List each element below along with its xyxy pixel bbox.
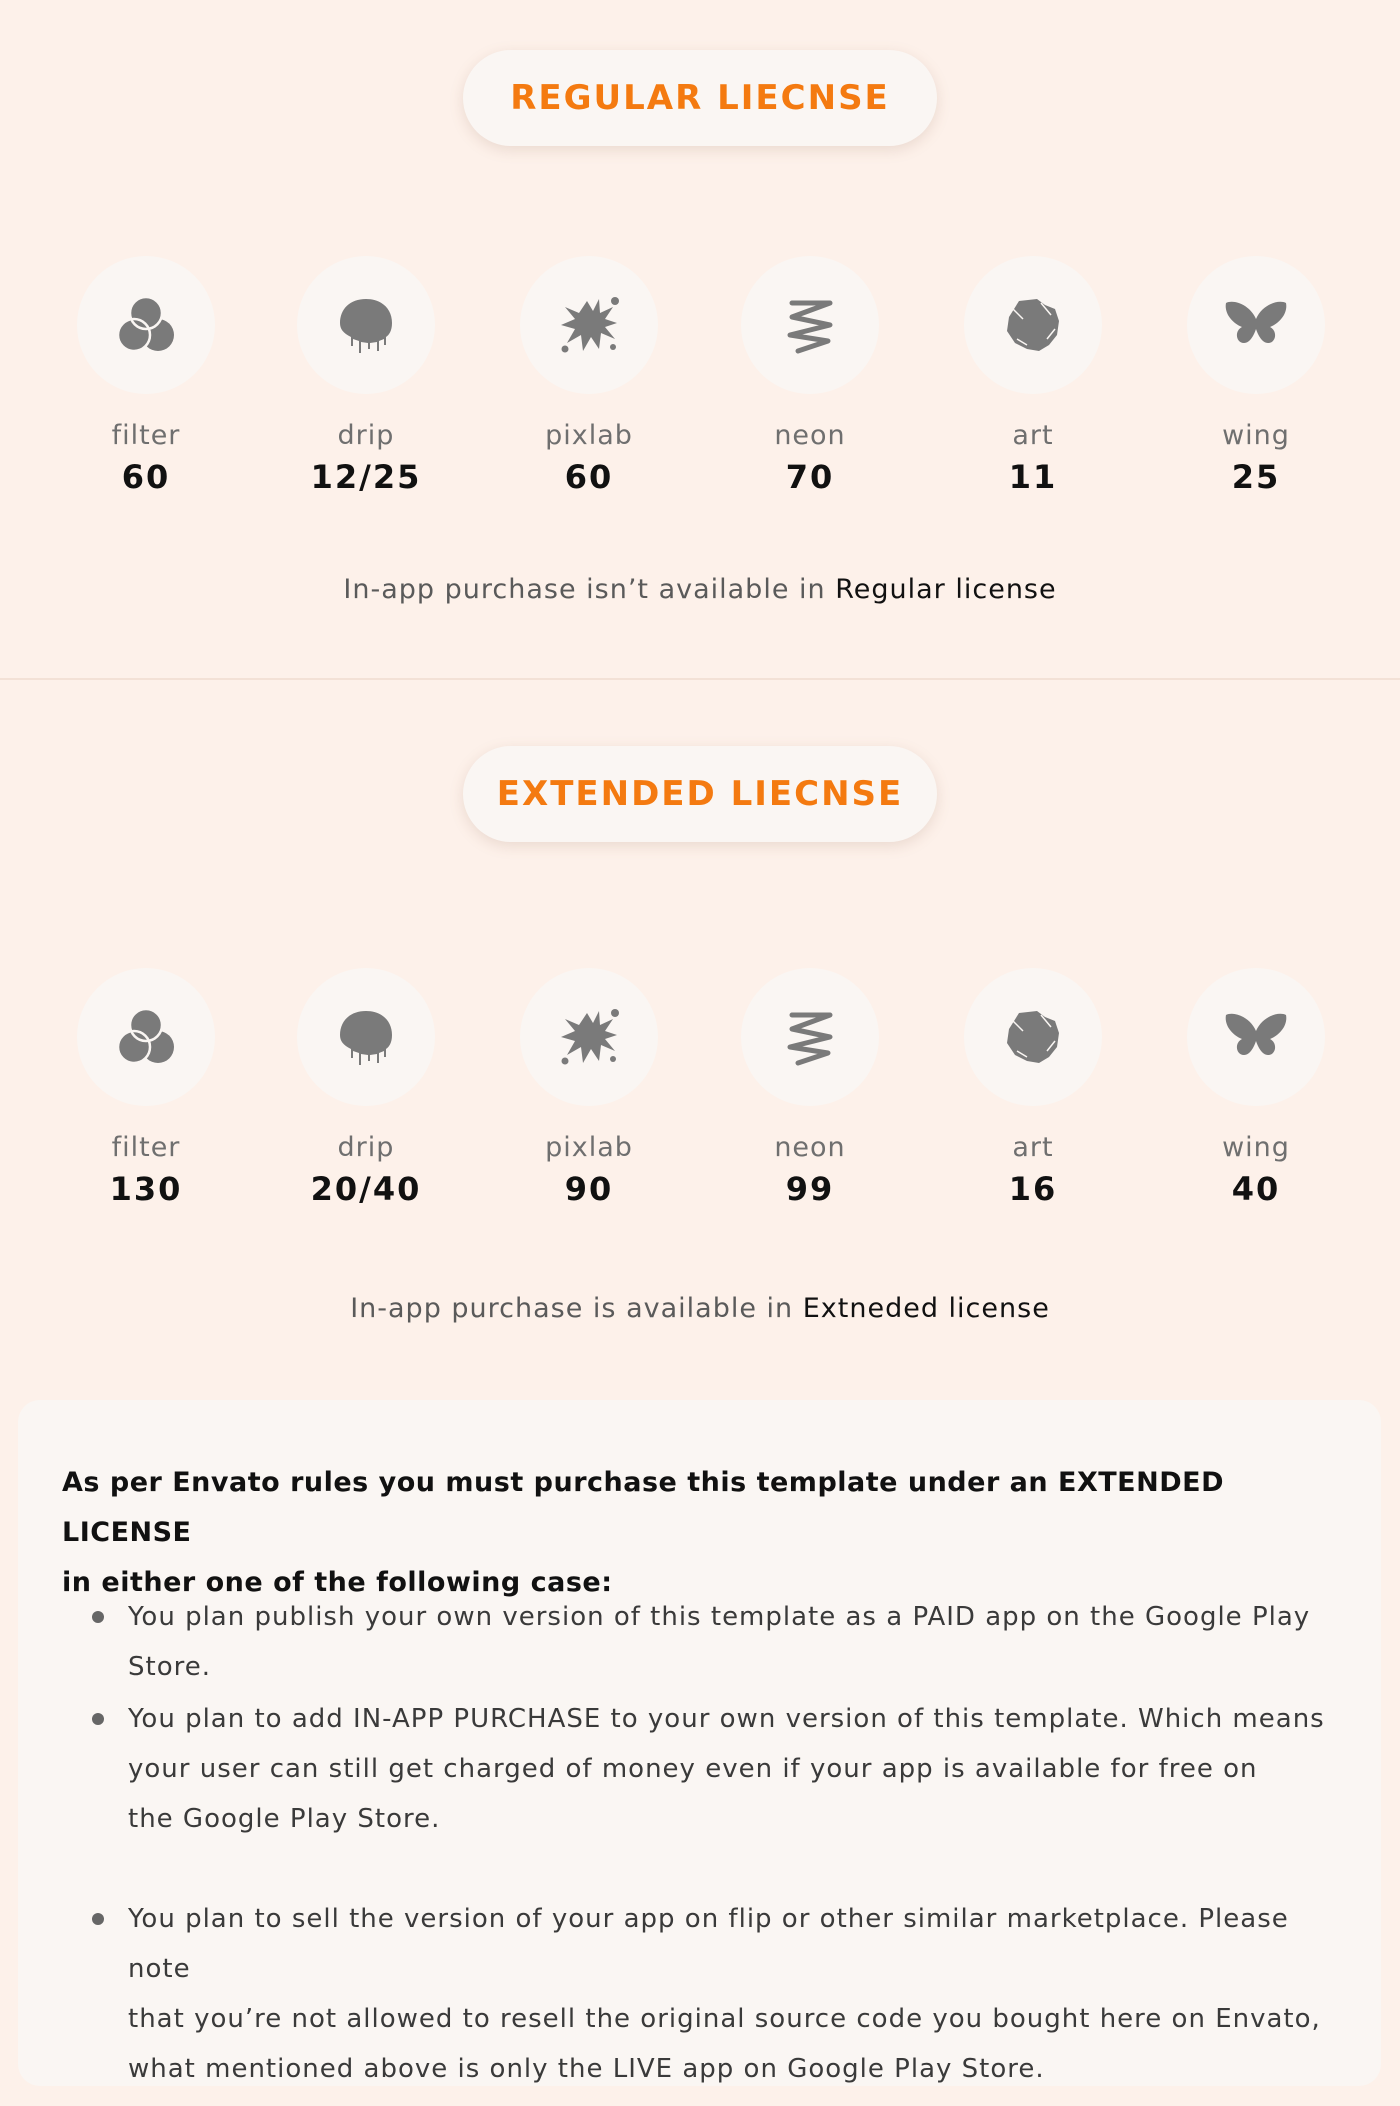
filter-icon: [77, 968, 215, 1106]
section-divider: [0, 678, 1400, 680]
rule-bullet: [62, 1694, 1352, 1844]
item-label: drip: [337, 1132, 395, 1163]
envato-rules-card: [18, 1400, 1381, 2086]
rule-text-line: your user can still get charged of money even if your app is available for free on: [128, 1754, 1258, 1784]
extended-feature-row: [0, 968, 1400, 1228]
extended-license-badge: [463, 746, 937, 842]
rule-text-line: You plan to add IN-APP PURCHASE to your own version of this template. Which means: [128, 1704, 1325, 1734]
regular-item-wing: [1156, 256, 1356, 496]
extended-item-pixlab: [489, 968, 689, 1208]
rule-text-line: the Google Play Store.: [128, 1804, 441, 1834]
item-label: pixlab: [545, 420, 633, 451]
item-value: 25: [1231, 458, 1281, 496]
item-value: 99: [785, 1170, 835, 1208]
extended-item-wing: [1156, 968, 1356, 1208]
extended-item-filter: [46, 968, 246, 1208]
regular-license-note: [0, 574, 1400, 605]
item-label: wing: [1222, 420, 1290, 451]
art-icon: [964, 256, 1102, 394]
rule-text-line: You plan publish your own version of this template as a PAID app on the Google Play Store.: [128, 1602, 1311, 1682]
bullet-dot: [92, 1713, 104, 1725]
rule-bullet: [62, 1592, 1352, 1692]
regular-item-pixlab: [489, 256, 689, 496]
wing-icon: [1187, 968, 1325, 1106]
item-value: 60: [564, 458, 614, 496]
item-label: wing: [1222, 1132, 1290, 1163]
item-label: drip: [337, 420, 395, 451]
rule-text-line: what mentioned above is only the LIVE app on Google Play Store.: [128, 2054, 1045, 2084]
note-emphasis: Regular license: [835, 574, 1057, 605]
rule-text-line: that you’re not allowed to resell the original source code you bought here on Envato,: [128, 2004, 1321, 2034]
item-label: filter: [111, 420, 181, 451]
pixlab-icon: [520, 968, 658, 1106]
bullet-dot: [92, 1611, 104, 1623]
rules-heading-line: in either one of the following case:: [62, 1567, 613, 1598]
extended-license-note: [0, 1293, 1400, 1324]
rules-heading-line: As per Envato rules you must purchase this template under an EXTENDED LICENSE: [62, 1467, 1224, 1548]
item-value: 16: [1008, 1170, 1058, 1208]
item-value: 12/25: [310, 458, 422, 496]
neon-icon: [741, 256, 879, 394]
item-label: neon: [774, 1132, 846, 1163]
bullet-dot: [92, 1913, 104, 1925]
pixlab-icon: [520, 256, 658, 394]
extended-license-title: EXTENDED LIECNSE: [496, 774, 904, 814]
note-text: In-app purchase isn’t available in: [343, 574, 836, 605]
item-label: art: [1012, 420, 1054, 451]
neon-icon: [741, 968, 879, 1106]
drip-icon: [297, 256, 435, 394]
art-icon: [964, 968, 1102, 1106]
extended-item-art: [933, 968, 1133, 1208]
item-label: art: [1012, 1132, 1054, 1163]
rules-heading: [62, 1458, 1292, 1608]
note-emphasis: Extneded license: [802, 1293, 1050, 1324]
item-value: 70: [785, 458, 835, 496]
regular-license-badge: [463, 50, 937, 146]
regular-feature-row: [0, 256, 1400, 516]
item-value: 20/40: [310, 1170, 422, 1208]
item-value: 130: [109, 1170, 183, 1208]
regular-item-art: [933, 256, 1133, 496]
item-label: neon: [774, 420, 846, 451]
note-text: In-app purchase is available in: [350, 1293, 803, 1324]
regular-license-title: REGULAR LIECNSE: [510, 78, 890, 118]
extended-item-drip: [266, 968, 466, 1208]
rule-bullet: [62, 1894, 1352, 2094]
regular-item-filter: [46, 256, 246, 496]
item-label: pixlab: [545, 1132, 633, 1163]
item-value: 40: [1231, 1170, 1281, 1208]
regular-item-neon: [710, 256, 910, 496]
rule-text-line: You plan to sell the version of your app on flip or other similar marketplace. Please note: [128, 1904, 1289, 1984]
drip-icon: [297, 968, 435, 1106]
wing-icon: [1187, 256, 1325, 394]
regular-item-drip: [266, 256, 466, 496]
extended-item-neon: [710, 968, 910, 1208]
filter-icon: [77, 256, 215, 394]
item-value: 60: [121, 458, 171, 496]
item-label: filter: [111, 1132, 181, 1163]
item-value: 90: [564, 1170, 614, 1208]
item-value: 11: [1008, 458, 1058, 496]
